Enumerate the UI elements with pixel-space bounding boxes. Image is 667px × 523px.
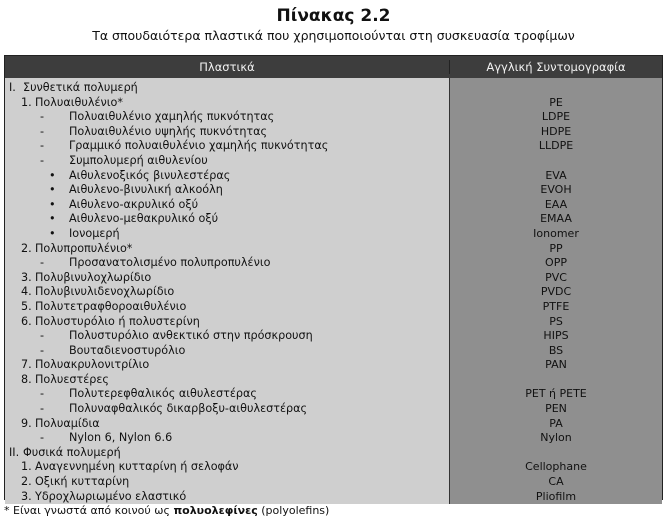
row-plastic-name: Ιονομερή (69, 226, 120, 240)
row-marker: • (49, 183, 56, 197)
row-abbreviation: PP (549, 241, 563, 255)
row-abbreviation: HDPE (540, 124, 572, 138)
row-abbreviation: OPP (545, 256, 567, 270)
row-plastic-name: Πολυτερεφθαλικός αιθυλεστέρας (69, 387, 257, 401)
table-subtitle: Τα σπουδαιότερα πλαστικά που χρησιμοποιούνται στη συσκευασία τροφίμων (92, 28, 575, 43)
table-row (5, 242, 449, 257)
row-abbreviation: EAA (544, 197, 568, 211)
table-row (5, 125, 449, 140)
table-body (5, 78, 662, 504)
row-plastic-name: Αιθυλενο-μεθακρυλικό οξύ (69, 212, 219, 226)
row-plastic-name: Πολυστυρόλιο ή πολυστερίνη (35, 314, 200, 328)
header-abbreviation: Αγγλική Συντομογραφία (449, 60, 662, 74)
row-abbreviation: PET ή PETE (525, 387, 587, 401)
table-row (5, 490, 449, 505)
row-plastic-name: Πολυναφθαλικός δικαρβοξυ-αιθυλεστέρας (69, 402, 308, 416)
table-row (5, 402, 449, 417)
abbreviation-column (449, 78, 662, 504)
row-marker: 9. (21, 416, 32, 430)
row-marker: 2. (21, 475, 32, 489)
row-plastic-name: Προσανατολισμένο πολυπροπυλένιο (69, 256, 271, 270)
row-abbreviation: LLDPE (538, 139, 574, 153)
table-row (5, 373, 449, 388)
row-marker: - (40, 343, 45, 357)
row-marker: • (49, 226, 56, 240)
row-abbreviation: EMAA (540, 212, 572, 226)
table-row (5, 139, 449, 154)
row-marker: 3. (21, 489, 32, 503)
row-abbreviation: EVOH (540, 183, 572, 197)
row-plastic-name: Πολυπροπυλένιο* (35, 241, 133, 255)
table-row (5, 271, 449, 286)
row-plastic-name: Πολυαμίδια (35, 416, 100, 430)
header-plastics: Πλαστικά (199, 60, 255, 74)
row-plastic-name: Συνθετικά πολυμερή (23, 81, 138, 94)
row-marker: 2. (21, 241, 32, 255)
table-row (5, 417, 449, 432)
row-marker: - (40, 139, 45, 153)
row-marker: I. (9, 81, 16, 94)
table-row (5, 198, 449, 213)
row-abbreviation: Pliofilm (535, 489, 577, 503)
row-marker: 8. (21, 372, 32, 386)
row-marker: - (40, 431, 45, 445)
row-marker: • (49, 168, 56, 182)
table-row (5, 329, 449, 344)
row-plastic-name: Βουταδιενοστυρόλιο (69, 343, 186, 357)
footnote-suffix: (polyolefins) (261, 504, 330, 517)
row-marker: 7. (21, 358, 32, 372)
row-abbreviation: BS (548, 343, 564, 357)
table-row (5, 431, 449, 446)
row-plastic-name: Πολυστυρόλιο ανθεκτικό στην πρόσκρουση (69, 329, 313, 343)
row-abbreviation: Nylon (540, 431, 572, 445)
footnote-prefix: * Είναι γνωστά από κοινού ως (4, 504, 170, 517)
table-row (5, 460, 449, 475)
row-plastic-name: Πολυεστέρες (35, 372, 109, 386)
table-header (5, 56, 662, 78)
footnote (4, 504, 329, 517)
row-marker: - (40, 329, 45, 343)
row-plastic-name: Αιθυλενο-βινυλική αλκοόλη (69, 183, 223, 197)
table-row (5, 154, 449, 169)
row-marker: - (40, 256, 45, 270)
row-abbreviation: PEN (545, 402, 567, 416)
table-row (5, 227, 449, 242)
table-row (5, 300, 449, 315)
row-marker: 5. (21, 299, 32, 313)
row-abbreviation: PVDC (540, 285, 572, 299)
row-plastic-name: Πολυακρυλονιτρίλιο (35, 358, 150, 372)
row-plastic-name: Αναγεννημένη κυτταρίνη ή σελοφάν (35, 460, 239, 474)
table-row (5, 169, 449, 184)
row-abbreviation: Ionomer (533, 226, 579, 240)
row-abbreviation: PVC (545, 270, 567, 284)
row-abbreviation: LDPE (541, 110, 571, 124)
row-marker: - (40, 387, 45, 401)
row-plastic-name: Πολυαιθυλένιο* (35, 95, 123, 109)
row-marker: II. (9, 445, 20, 459)
row-marker: 3. (21, 270, 32, 284)
table-row (5, 344, 449, 359)
table-row (5, 183, 449, 198)
row-marker: - (40, 402, 45, 416)
row-plastic-name: Συμπολυμερή αιθυλενίου (69, 153, 208, 167)
table-row (5, 212, 449, 227)
footnote-bold-term: πολυολεφίνες (173, 504, 258, 517)
row-abbreviation (450, 373, 662, 388)
table-row (5, 315, 449, 330)
row-plastic-name: Πολυαιθυλένιο χαμηλής πυκνότητας (69, 110, 275, 124)
row-plastic-name: Οξική κυτταρίνη (35, 475, 130, 489)
row-marker: 1. (21, 95, 32, 109)
row-abbreviation: PAN (545, 358, 567, 372)
row-plastic-name: Υδροχλωριωμένο ελαστικό (35, 489, 187, 503)
row-plastic-name: Γραμμικό πολυαιθυλένιο χαμηλής πυκνότητας (69, 139, 329, 153)
row-abbreviation (450, 81, 662, 96)
row-abbreviation: CA (548, 475, 564, 489)
row-plastic-name: Πολυτετραφθοροαιθυλένιο (35, 299, 187, 313)
row-marker: - (40, 153, 45, 167)
table-row (5, 96, 449, 111)
table-row (5, 358, 449, 373)
row-plastic-name: Πολυαιθυλένιο υψηλής πυκνότητας (69, 124, 268, 138)
row-marker: 6. (21, 314, 32, 328)
row-marker: - (40, 110, 45, 124)
row-abbreviation: HIPS (543, 329, 569, 343)
table-row (5, 446, 449, 461)
row-abbreviation: EVA (545, 168, 567, 182)
row-abbreviation (450, 446, 662, 461)
row-plastic-name: Φυσικά πολυμερή (23, 445, 121, 459)
table-title: Πίνακας 2.2 (276, 6, 391, 26)
row-plastic-name: Αιθυλενο-ακρυλικό οξύ (69, 197, 199, 211)
plastics-table (4, 55, 663, 503)
plastics-column (5, 78, 449, 504)
row-abbreviation (450, 154, 662, 169)
table-row (5, 475, 449, 490)
table-row (5, 81, 449, 96)
row-marker: - (40, 124, 45, 138)
row-abbreviation: PE (549, 95, 563, 109)
row-plastic-name: Αιθυλενοξικός βινυλεστέρας (69, 168, 231, 182)
row-marker: • (49, 212, 56, 226)
table-row (5, 285, 449, 300)
table-row (5, 256, 449, 271)
row-plastic-name: Nylon 6, Nylon 6.6 (69, 431, 173, 445)
row-marker: • (49, 197, 56, 211)
row-abbreviation: PA (549, 416, 563, 430)
row-abbreviation: PTFE (542, 299, 570, 313)
row-marker: 4. (21, 285, 32, 299)
row-marker: 1. (21, 460, 32, 474)
row-plastic-name: Πολυβινυλοχλωρίδιο (35, 270, 152, 284)
row-abbreviation: PS (549, 314, 563, 328)
row-plastic-name: Πολυβινυλιδενοχλωρίδιο (35, 285, 175, 299)
table-row (5, 110, 449, 125)
row-abbreviation: Cellophane (525, 460, 587, 474)
table-row (5, 387, 449, 402)
